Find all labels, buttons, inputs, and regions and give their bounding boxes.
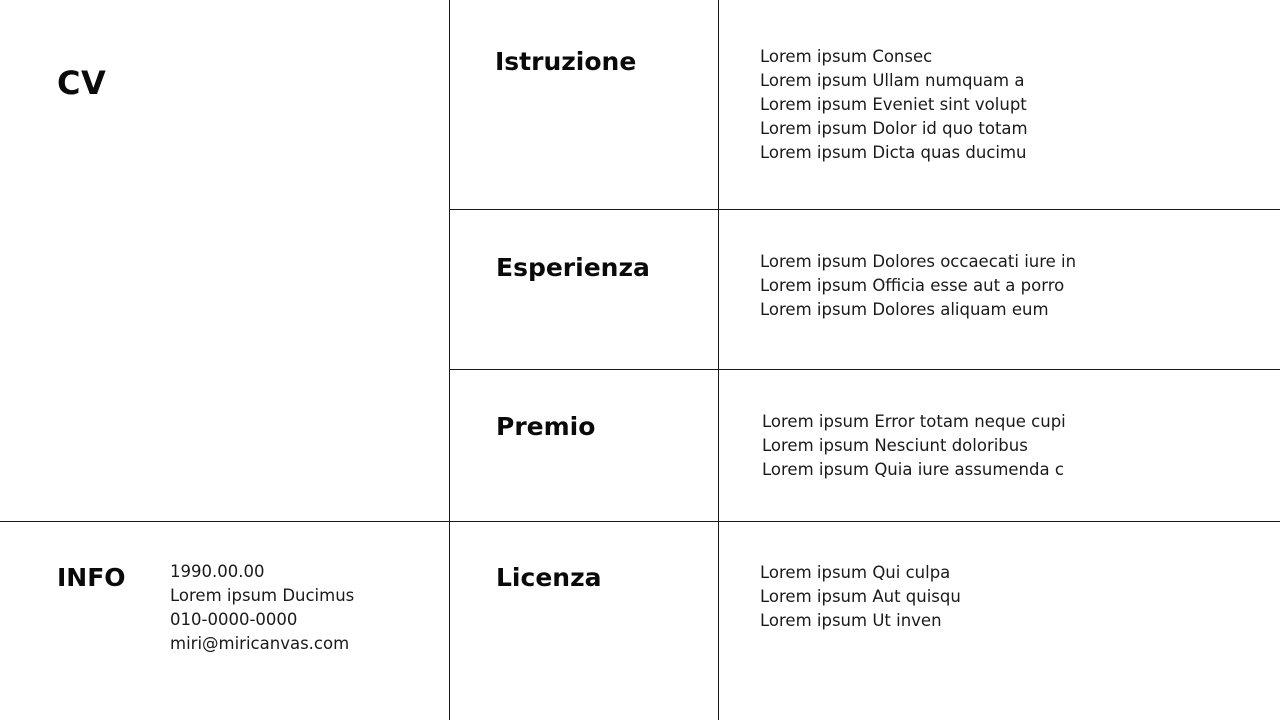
cv-title: CV (57, 64, 107, 102)
info-list (170, 560, 354, 656)
section-list-istruzione (760, 45, 1028, 165)
divider-row-2 (449, 369, 1280, 370)
info-phone: 010-0000-0000 (170, 610, 298, 629)
info-email: miri@miricanvas.com (170, 634, 350, 653)
divider-row-3 (0, 521, 1280, 522)
list-item: Lorem ipsum Dolores aliquam eum (760, 300, 1049, 319)
section-list-esperienza (760, 250, 1076, 322)
info-address: Lorem ipsum Ducimus (170, 586, 355, 605)
list-item: Lorem ipsum Error totam neque cupi (762, 412, 1066, 431)
divider-left-column (449, 0, 450, 720)
list-item: Lorem ipsum Aut quisqu (760, 587, 961, 606)
list-item: Lorem ipsum Nesciunt doloribus (762, 436, 1028, 455)
section-title-istruzione: Istruzione (495, 47, 637, 76)
info-birthdate: 1990.00.00 (170, 562, 265, 581)
divider-row-1 (449, 209, 1280, 210)
divider-middle-column (718, 0, 719, 720)
list-item: Lorem ipsum Dolores occaecati iure in (760, 252, 1077, 271)
list-item: Lorem ipsum Consec (760, 47, 933, 66)
list-item: Lorem ipsum Eveniet sint volupt (760, 95, 1027, 114)
section-list-premio (762, 410, 1066, 482)
section-title-premio: Premio (496, 412, 596, 441)
info-title: INFO (57, 563, 126, 592)
section-list-licenza (760, 561, 961, 633)
list-item: Lorem ipsum Quia iure assumenda c (762, 460, 1064, 479)
section-title-licenza: Licenza (496, 563, 602, 592)
list-item: Lorem ipsum Ullam numquam a (760, 71, 1025, 90)
list-item: Lorem ipsum Dicta quas ducimu (760, 143, 1027, 162)
list-item: Lorem ipsum Officia esse aut a porro (760, 276, 1065, 295)
list-item: Lorem ipsum Dolor id quo totam (760, 119, 1028, 138)
list-item: Lorem ipsum Qui culpa (760, 563, 951, 582)
list-item: Lorem ipsum Ut inven (760, 611, 942, 630)
section-title-esperienza: Esperienza (496, 253, 650, 282)
